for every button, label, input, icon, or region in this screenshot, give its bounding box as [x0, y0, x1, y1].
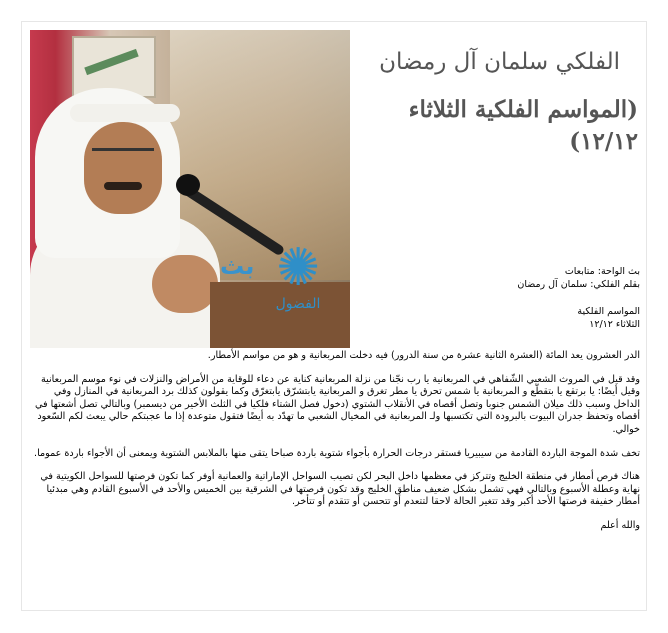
source-line: بث الواحة: متابعات: [564, 266, 640, 277]
paragraph: هناك فرص أمطار في منطقة الخليج وتتركز في معظمها داخل البحر لكن تصيب السواحل الإماراتية والعمانية أوفر كما تكون فرصتها للسواحل الكويتية في نهاية وعطلة الأسبوع وبالتالي فهي تشمل بشكل ضعيف مناطق الخليج وقد تكون فرصتها في الشرقية بين الخميس والأحد في الأسبوع القادم وهي مبدئيا أمطار خفيفة فرصتها الأحد أكبر وقد تتغير الحالة لاحقا لتتعدم أو تتحسن أو تتقدم أو تتأخر.: [40, 471, 640, 508]
paragraph: وقد قيل في المروث الشعبي الشّفاهي في المربعانية يا رب نجّنا من نزلة المربعانية كناية عن دعاء للوقاية من الأمراض والنزلات في نوء موسم المربعانية وقيل أيضًا: يا برتقع يا بتقطّع و المربعانية يا شمس تحرق يا مطر تغرق و المربعانية يابتشرّق يابتغرّق وكما يقولون كذلك برد المربعانية في المنازل وفي الداخل وسبب ذلك ميلان الشمس جنوبا وتصل أقصاه في الأنقلاب الشتوي (دخول فصل الشتاء فلكيا في الثلث الأخير من ديسمبر) وبالتالي تصل أشعتها في أقصاه وتحفظ جدران البيوت بالبرودة التي تكتسبها ولـ المربعانية في المخيال الشعبي ما تهدّد به أيضًا فتقول متوعدة إذا ما عجبتكم حالي يبعث لكم السّعود خوالي.: [35, 373, 640, 435]
channel-logo-icon: بث ✺ الفضول: [266, 242, 330, 322]
article-subtitle: (المواسم الفلكية الثلاثاء ١٢/١٢): [408, 96, 638, 155]
date-line: الثلاثاء ١٢/١٢: [589, 319, 640, 330]
article-page: [21, 21, 647, 611]
paragraph: الدر العشرون يعد المائة (العشرة الثانية عشرة من سنة الدرور) فيه دخلت المربعانية و هو من مواسم الأمطار.: [207, 350, 640, 361]
paragraph: تخف شدة الموجة الباردة القادمة من سيبيريا فستقر درجات الحرارة بأجواء شتوية باردة صباحا يتقى منها بالملابس الشتوية ويمعنى أن الأجواء باردة عموما.: [34, 447, 640, 459]
author-photo: [30, 30, 350, 348]
closing-line: والله أعلم: [600, 519, 640, 531]
article-title: الفلكي سلمان آل رمضان: [379, 49, 620, 75]
article-body: [28, 350, 640, 537]
author-line: بقلم الفلكي: سلمان آل رمضان: [517, 279, 640, 290]
logo-text: الفضول: [275, 296, 321, 312]
section-line: المواسم الفلكية: [577, 306, 640, 317]
